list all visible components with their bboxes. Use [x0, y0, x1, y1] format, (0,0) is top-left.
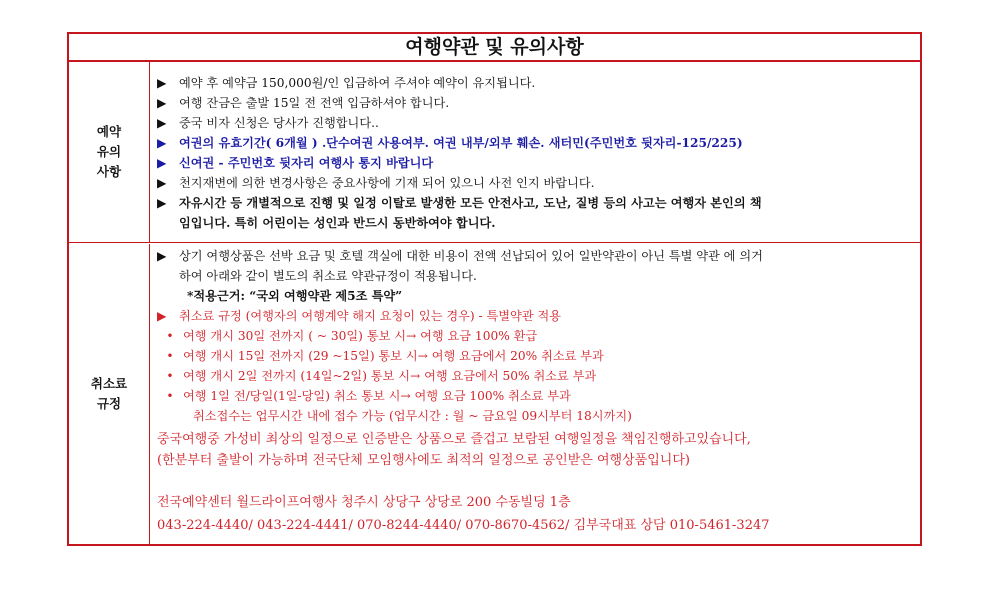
legal-basis: *적용근거: “국외 여행약관 제5조 특약” — [187, 289, 403, 303]
dot-bullet-icon: • — [166, 369, 174, 383]
rule-item — [157, 367, 916, 384]
list-item — [157, 94, 916, 111]
rule-text: 여행 개시 2일 전까지 (14일~2일) 통보 시→ 여행 요금에서 50% 취소료 부과 — [183, 369, 597, 383]
cancellation-row — [69, 244, 920, 544]
triangle-bullet-icon: ▶ — [157, 156, 167, 170]
promo-line: (한분부터 출발이 가능하며 전국단체 모임행사에도 최적의 일정으로 공인받은 여행상품입니다) — [157, 453, 690, 468]
rule-item — [157, 347, 916, 364]
list-item — [157, 154, 916, 171]
label-line: 규정 — [96, 396, 122, 411]
label-line: 취소료 — [90, 376, 128, 391]
triangle-bullet-icon: ▶ — [157, 116, 167, 130]
label-line: 유의 — [96, 144, 122, 159]
intro-text-continued: 하여 아래와 같이 별도의 취소료 약관규정이 적용됩니다. — [179, 269, 477, 283]
booking-notes-row — [69, 62, 920, 243]
contact-phones: 043-224-4440/ 043-224-4441/ 070-8244-4440/ 070-8670-4562/ 김부국대표 상담 010-5461-3247 — [157, 518, 770, 533]
list-item — [157, 134, 916, 151]
terms-frame — [67, 32, 922, 546]
triangle-bullet-icon: ▶ — [157, 249, 167, 263]
label-line: 사항 — [96, 164, 122, 179]
triangle-bullet-icon: ▶ — [157, 76, 167, 90]
note-text: 중국 비자 신청은 당사가 진행합니다.. — [179, 116, 379, 130]
cancellation-label — [69, 244, 150, 544]
note-text: 자유시간 등 개별적으로 진행 및 일정 이탈로 발생한 모든 안전사고, 도난, 질병 등의 사고는 여행자 본인의 책 — [179, 196, 762, 210]
rule-item — [157, 387, 916, 404]
booking-notes-content — [157, 62, 916, 242]
triangle-bullet-icon: ▶ — [157, 309, 167, 323]
cancellation-content — [157, 244, 916, 544]
rule-text: 여행 1일 전/당일(1일-당일) 취소 통보 시→ 여행 요금 100% 취소료 부과 — [183, 389, 571, 403]
triangle-bullet-icon: ▶ — [157, 96, 167, 110]
note-text: 신여권 - 주민번호 뒷자리 여행사 통지 바랍니다 — [179, 156, 434, 170]
page-title: 여행약관 및 유의사항 — [69, 34, 920, 62]
rule-text: 여행 개시 15일 전까지 (29 ~15일) 통보 시→ 여행 요금에서 20% 취소료 부과 — [183, 349, 604, 363]
dot-bullet-icon: • — [166, 329, 174, 343]
note-text: 여행 잔금은 출발 15일 전 전액 입금하셔야 합니다. — [179, 96, 450, 110]
list-item — [157, 74, 916, 91]
list-item — [157, 194, 916, 211]
list-item — [157, 174, 916, 191]
intro-text: 상기 여행상품은 선박 요금 및 호텔 객실에 대한 비용이 전액 선납되어 있어 일반약관이 아닌 특별 약관 에 의거 — [179, 249, 763, 263]
rule-item — [157, 327, 916, 344]
dot-bullet-icon: • — [166, 389, 174, 403]
dot-bullet-icon: • — [166, 349, 174, 363]
triangle-bullet-icon: ▶ — [157, 196, 167, 210]
triangle-bullet-icon: ▶ — [157, 176, 167, 190]
rule-text: 여행 개시 30일 전까지 ( ~ 30일) 통보 시→ 여행 요금 100% 환급 — [183, 329, 538, 343]
list-item — [157, 247, 916, 264]
rule-heading-text: 취소료 규정 (여행자의 여행계약 해지 요청이 있는 경우) - 특별약관 적용 — [179, 309, 562, 323]
label-line: 예약 — [96, 124, 122, 139]
promo-line: 중국여행중 가성비 최상의 일정으로 인증받은 상품으로 즐겁고 보람된 여행일정을 책임진행하고있습니다, — [157, 432, 751, 447]
list-item — [157, 114, 916, 131]
office-hours: 취소접수는 업무시간 내에 접수 가능 (업무시간 : 월 ~ 금요일 09시부터 18시까지) — [193, 409, 632, 423]
contact-address: 전국예약센터 월드라이프여행사 청주시 상당구 상당로 200 수동빌딩 1층 — [157, 495, 571, 510]
rule-heading — [157, 307, 916, 324]
note-text: 예약 후 예약금 150,000원/인 입금하여 주셔야 예약이 유지됩니다. — [179, 76, 536, 90]
booking-notes-label — [69, 62, 150, 242]
note-text: 여권의 유효기간( 6개월 ) .단수여권 사용여부. 여권 내부/외부 훼손. 새터민(주민번호 뒷자리-125/225) — [179, 136, 743, 150]
note-text-continued: 임입니다. 특히 어린이는 성인과 반드시 동반하여야 합니다. — [179, 216, 496, 230]
note-text: 천지재변에 의한 변경사항은 중요사항에 기재 되어 있으니 사전 인지 바랍니다. — [179, 176, 595, 190]
triangle-bullet-icon: ▶ — [157, 136, 167, 150]
